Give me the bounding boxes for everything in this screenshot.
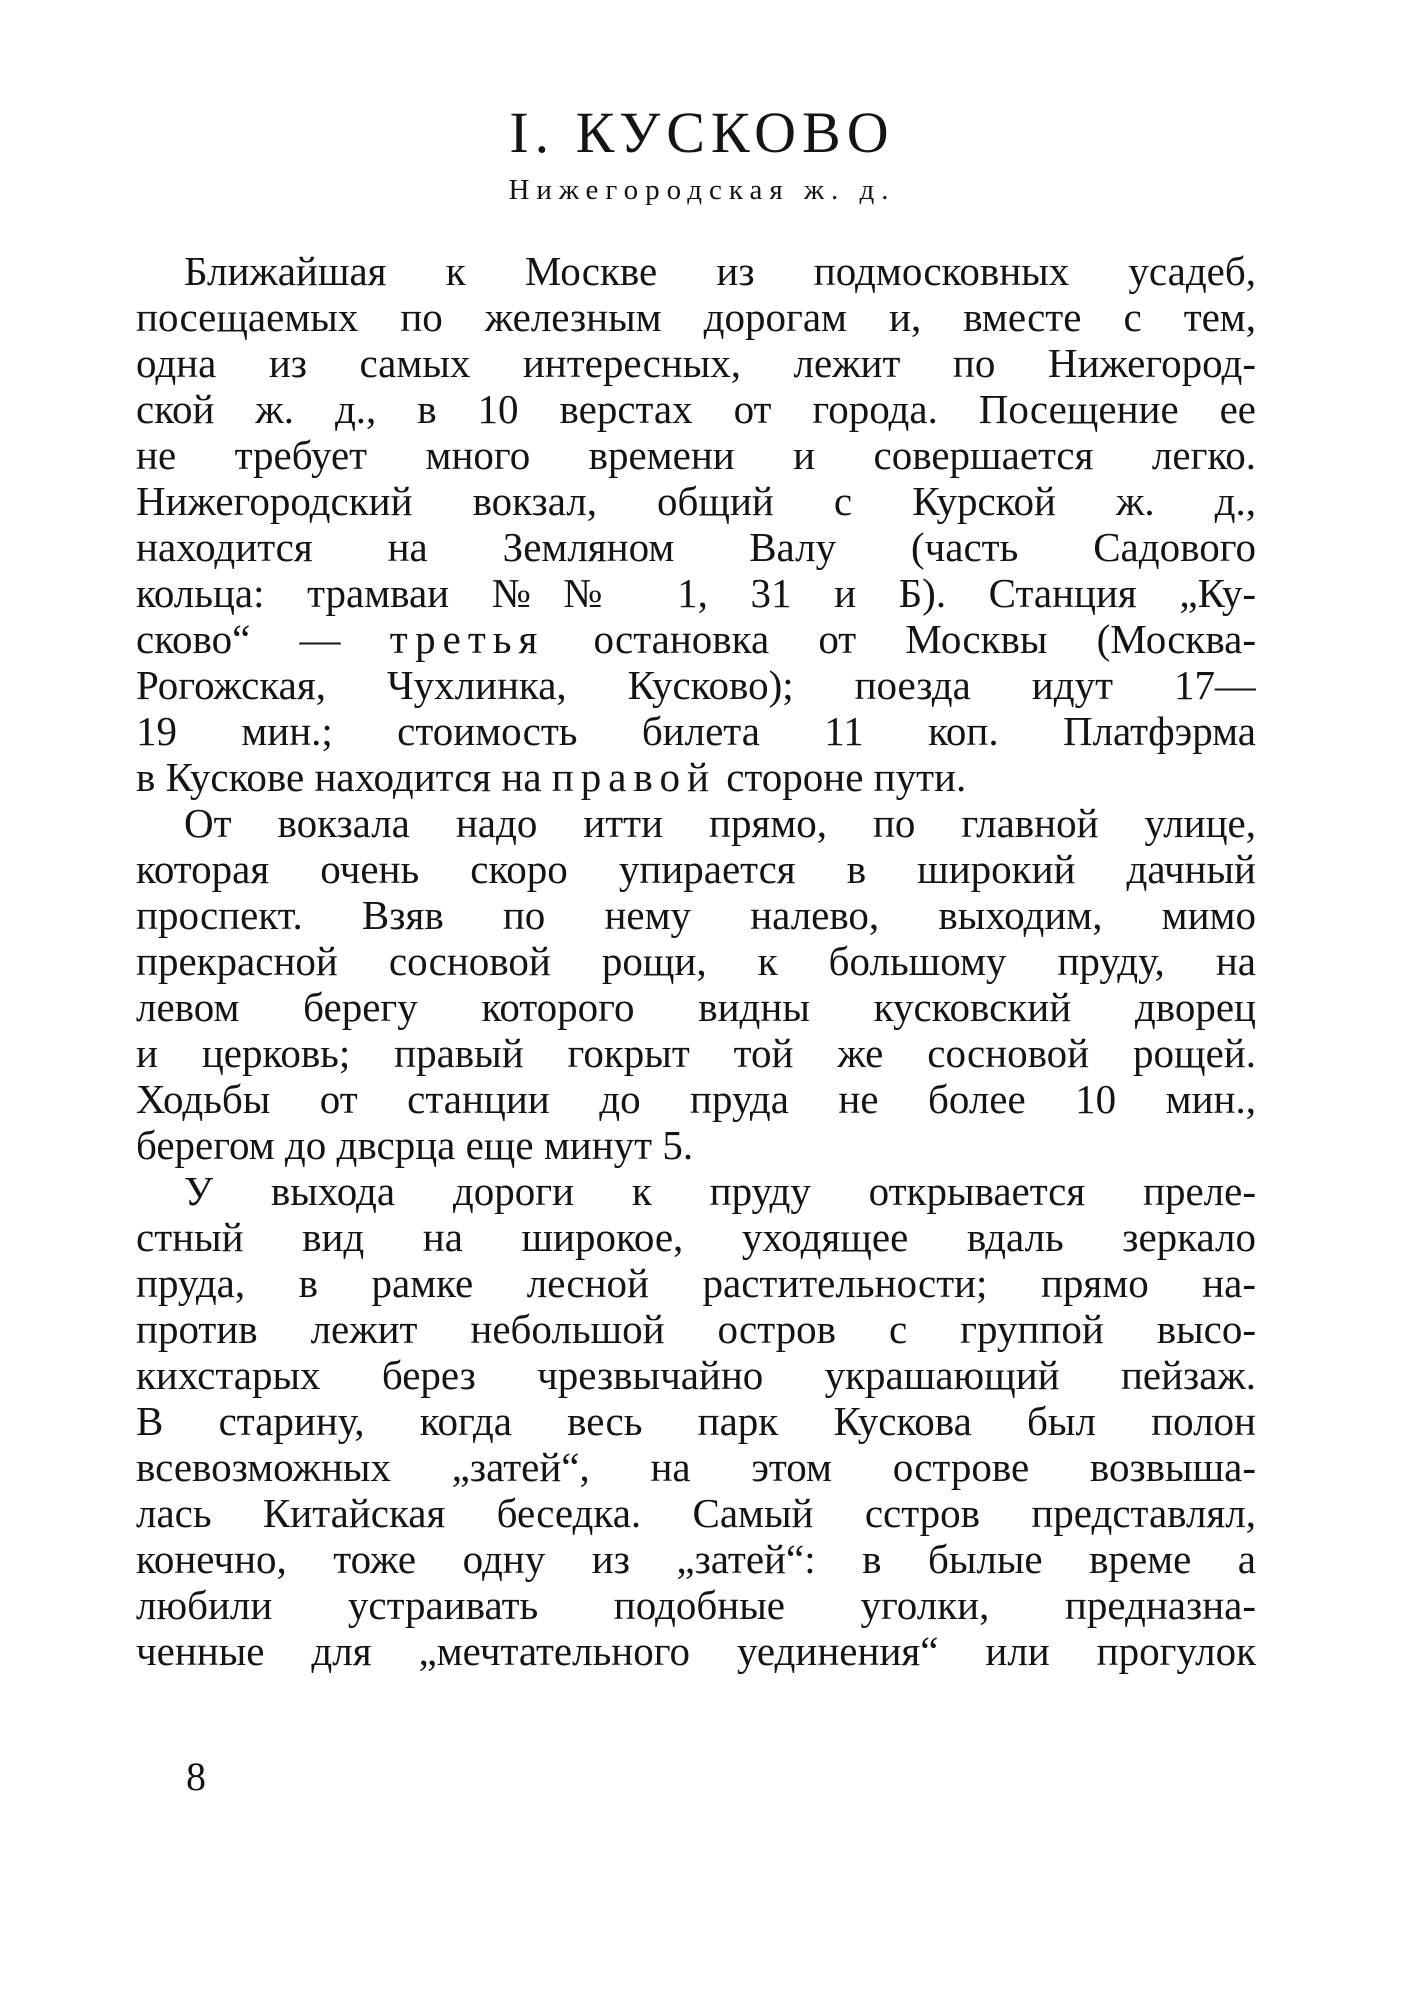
emphasized-word: третья	[389, 616, 545, 662]
text-line: прекрасной сосновой рощи, к большому пруду, на	[136, 938, 1256, 984]
text-line: 19 мин.; стоимость билета 11 коп. Платфэрма	[136, 708, 1256, 754]
text-run: остановка от Москвы (Москва-	[544, 616, 1256, 662]
emphasized-word: правой	[551, 754, 716, 800]
text-line: находится на Земляном Валу (часть Садового	[136, 524, 1256, 570]
text-line: конечно, тоже одну из „затей“: в былые време а	[136, 1536, 1256, 1582]
text-line: В старину, когда весь парк Кускова был полон	[136, 1398, 1256, 1444]
text-line: берегом до двсрца еще минут 5.	[136, 1122, 694, 1168]
text-line: лась Китайская беседка. Самый сстров представлял,	[136, 1490, 1256, 1536]
text-line: стный вид на широкое, уходящее вдаль зеркало	[136, 1214, 1256, 1260]
text-line: Нижегородский вокзал, общий с Курской ж. д.,	[136, 478, 1256, 524]
text-line: кихстарых берез чрезвычайно украшающий пейзаж.	[136, 1352, 1256, 1398]
page-number: 8	[186, 1754, 206, 1799]
text-line: Рогожская, Чухлинка, Кусково); поезда идут 17—	[136, 662, 1256, 708]
text-line: любили устраивать подобные уголки, предназна-	[136, 1582, 1256, 1628]
text-line: кольца: трамваи №№ 1, 31 и Б). Станция „Ку-	[136, 570, 1256, 616]
text-line: ской ж. д., в 10 верстах от города. Посещение ее	[136, 386, 1256, 432]
text-line: и церковь; правый гокрыт той же сосновой рощей.	[136, 1030, 1256, 1076]
chapter-title: I. КУСКОВО	[509, 100, 895, 165]
chapter-subtitle: Нижегородская ж. д.	[508, 174, 896, 206]
body-text	[136, 248, 1256, 1674]
text-line: всевозможных „затей“, на этом острове возвыша-	[136, 1444, 1256, 1490]
text-line: ченные для „мечтательного уединения“ или прогулок	[136, 1628, 1256, 1674]
text-line	[136, 616, 1256, 662]
text-line: От вокзала надо итти прямо, по главной улице,	[184, 800, 1256, 846]
text-run: в Кускове находится на	[136, 754, 552, 800]
text-line: которая очень скоро упирается в широкий дачный	[136, 846, 1256, 892]
text-line	[136, 754, 1256, 800]
text-run: сково“ —	[136, 616, 390, 662]
text-line: посещаемых по железным дорогам и, вместе с тем,	[136, 294, 1256, 340]
text-line: Ходьбы от станции до пруда не более 10 мин.,	[136, 1076, 1256, 1122]
text-line: против лежит небольшой остров с группой высо-	[136, 1306, 1256, 1352]
text-line: левом берегу которого видны кусковский дворец	[136, 984, 1256, 1030]
text-line: У выхода дороги к пруду открывается преле-	[184, 1168, 1256, 1214]
text-line: проспект. Взяв по нему налево, выходим, мимо	[136, 892, 1256, 938]
text-line: не требует много времени и совершается легко.	[136, 432, 1256, 478]
text-line: Ближайшая к Москве из подмосковных усадеб,	[184, 248, 1256, 294]
text-line: одна из самых интересных, лежит по Нижегород-	[136, 340, 1256, 386]
text-line: пруда, в рамке лесной растительности; прямо на-	[136, 1260, 1256, 1306]
text-run: стороне пути.	[715, 754, 967, 800]
